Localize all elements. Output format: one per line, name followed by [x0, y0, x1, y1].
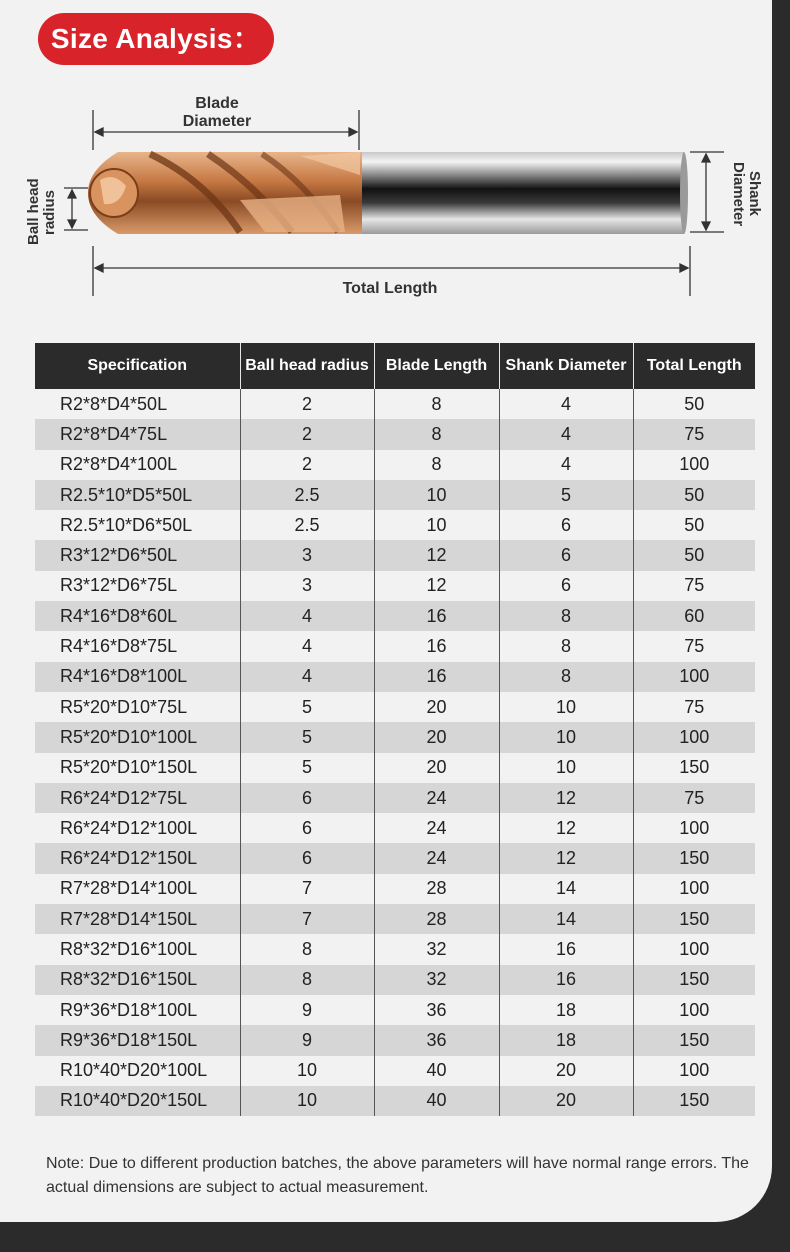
blade-length-cell: 10 [374, 510, 499, 540]
total-length-cell: 60 [633, 601, 755, 631]
header-total-length: Total Length [633, 343, 755, 389]
spec-cell: R4*16*D8*100L [35, 662, 240, 692]
shank-diameter-cell: 6 [499, 510, 633, 540]
spec-cell: R10*40*D20*150L [35, 1086, 240, 1116]
ball-radius-cell: 7 [240, 904, 374, 934]
total-length-cell: 100 [679, 817, 710, 838]
table-row [35, 419, 755, 449]
table-row [35, 510, 755, 540]
table-row [35, 601, 755, 631]
ball-radius-cell: 6 [240, 843, 374, 873]
table-row [35, 813, 755, 843]
blade-length-cell: 8 [374, 450, 499, 480]
spec-cell: R7*28*D14*150L [35, 904, 240, 934]
spec-cell: R2*8*D4*75L [35, 419, 240, 449]
total-length-cell: 150 [633, 1086, 755, 1116]
shank-diameter-cell: 16 [499, 965, 633, 995]
ball-radius-dimension [64, 188, 88, 230]
table-row [35, 874, 755, 904]
blade-length-cell: 16 [374, 662, 499, 692]
table-row [35, 904, 755, 934]
page-title: Size Analysis： [38, 13, 274, 65]
ball-radius-cell: 3 [240, 571, 374, 601]
blade-length-cell: 12 [374, 540, 499, 570]
total-length-cell: 150 [633, 843, 755, 873]
table-row [35, 1086, 755, 1116]
total-length-cell: 150 [679, 757, 710, 778]
blade-length-cell: 24 [374, 843, 499, 873]
table-row [35, 692, 755, 722]
ball-radius-cell: 2 [240, 450, 374, 480]
table-row [35, 995, 755, 1025]
spec-cell: R9*36*D18*150L [35, 1025, 240, 1055]
table-body [35, 389, 755, 1116]
ball-radius-cell: 10 [240, 1086, 374, 1116]
total-length-cell: 75 [684, 636, 705, 657]
ball-radius-cell: 2 [240, 419, 374, 449]
ball-head-radius-label: Ball head radius [25, 178, 58, 246]
spec-cell: R4*16*D8*75L [35, 631, 240, 661]
disclaimer-note: Note: Due to different production batches, the above parameters will have normal range errors. The actual dimensions are subject to actual measurement. [46, 1155, 749, 1196]
blade-length-cell: 20 [374, 722, 499, 752]
ball-radius-cell: 2.5 [240, 510, 374, 540]
shank-diameter-cell: 4 [499, 419, 633, 449]
table-row [35, 662, 755, 692]
shank-diameter-cell: 20 [499, 1086, 633, 1116]
shank-diameter-cell: 8 [499, 601, 633, 631]
ball-radius-cell: 3 [240, 540, 374, 570]
ball-radius-cell: 2 [240, 389, 374, 419]
total-length-cell: 75 [633, 419, 755, 449]
ball-radius-cell: 4 [240, 662, 374, 692]
spec-cell: R10*40*D20*100L [35, 1056, 240, 1086]
header-ball-head-radius: Ball head radius [240, 343, 374, 389]
blade-length-cell: 16 [374, 631, 499, 661]
spec-cell: R5*20*D10*150L [35, 753, 240, 783]
shank-diameter-cell: 6 [499, 571, 633, 601]
ball-radius-cell: 8 [240, 965, 374, 995]
blade-length-cell: 20 [374, 692, 499, 722]
shank-diameter-cell: 10 [499, 753, 633, 783]
blade-length-cell: 32 [374, 965, 499, 995]
shank-diameter-cell: 12 [499, 843, 633, 873]
total-length-cell: 100 [679, 454, 710, 475]
ball-radius-cell: 7 [240, 874, 374, 904]
blade-length-cell: 24 [374, 783, 499, 813]
table-row [35, 965, 755, 995]
blade-length-cell: 8 [374, 419, 499, 449]
table-row [35, 571, 755, 601]
ball-radius-cell: 9 [240, 1025, 374, 1055]
total-length-cell: 150 [633, 904, 755, 934]
shank-diameter-cell: 14 [499, 904, 633, 934]
ball-radius-cell: 4 [240, 631, 374, 661]
shank-diameter-dimension [690, 152, 724, 232]
spec-cell: R2*8*D4*100L [35, 450, 240, 480]
spec-cell: R2.5*10*D5*50L [35, 480, 240, 510]
table-header-row [35, 343, 755, 389]
total-length-cell: 75 [684, 575, 705, 596]
spec-cell: R2.5*10*D6*50L [35, 510, 240, 540]
spec-table [35, 343, 755, 1116]
spec-cell: R5*20*D10*75L [35, 692, 240, 722]
total-length-cell: 50 [684, 514, 705, 535]
header-specification: Specification [35, 343, 240, 389]
blade-length-cell: 20 [374, 753, 499, 783]
ball-radius-cell: 5 [240, 722, 374, 752]
blade-length-cell: 32 [374, 934, 499, 964]
total-length-cell: 100 [679, 999, 710, 1020]
table-row [35, 753, 755, 783]
spec-cell: R9*36*D18*100L [35, 995, 240, 1025]
ball-radius-cell: 8 [240, 934, 374, 964]
total-length-cell: 100 [679, 1060, 710, 1081]
header-shank-diameter: Shank Diameter [499, 343, 633, 389]
blade-length-cell: 10 [374, 480, 499, 510]
total-length-cell: 50 [633, 540, 755, 570]
shank-diameter-label: Shank Diameter [730, 161, 763, 227]
shank-diameter-cell: 4 [499, 389, 633, 419]
shank-diameter-cell: 12 [499, 813, 633, 843]
table-row [35, 783, 755, 813]
ball-radius-cell: 2.5 [240, 480, 374, 510]
spec-cell: R6*24*D12*75L [35, 783, 240, 813]
table-row [35, 389, 755, 419]
spec-cell: R6*24*D12*100L [35, 813, 240, 843]
ball-radius-cell: 9 [240, 995, 374, 1025]
ball-radius-cell: 6 [240, 813, 374, 843]
blade-diameter-label: Blade Diameter [182, 95, 252, 130]
blade-length-cell: 12 [374, 571, 499, 601]
blade-length-cell: 16 [374, 601, 499, 631]
ball-radius-cell: 6 [240, 783, 374, 813]
ball-radius-cell: 5 [240, 753, 374, 783]
blade-flutes [88, 152, 362, 234]
total-length-cell: 150 [633, 965, 755, 995]
shank-diameter-cell: 20 [499, 1056, 633, 1086]
spec-cell: R5*20*D10*100L [35, 722, 240, 752]
header-blade-length: Blade Length [374, 343, 499, 389]
spec-cell: R8*32*D16*150L [35, 965, 240, 995]
table-row [35, 934, 755, 964]
spec-cell: R6*24*D12*150L [35, 843, 240, 873]
shank-diameter-cell: 6 [499, 540, 633, 570]
blade-length-cell: 40 [374, 1056, 499, 1086]
total-length-cell: 100 [633, 662, 755, 692]
spec-cell: R3*12*D6*50L [35, 540, 240, 570]
blade-length-cell: 28 [374, 904, 499, 934]
shank-diameter-cell: 16 [499, 934, 633, 964]
blade-length-cell: 36 [374, 995, 499, 1025]
spec-cell: R4*16*D8*60L [35, 601, 240, 631]
spec-cell: R3*12*D6*75L [35, 571, 240, 601]
total-length-label: Total Length [342, 280, 438, 297]
total-length-cell: 100 [679, 878, 710, 899]
spec-cell: R7*28*D14*100L [35, 874, 240, 904]
shank-body [358, 152, 688, 234]
blade-length-cell: 40 [374, 1086, 499, 1116]
shank-diameter-cell: 5 [499, 480, 633, 510]
total-length-cell: 150 [633, 1025, 755, 1055]
ball-radius-cell: 4 [240, 601, 374, 631]
total-length-cell: 100 [633, 722, 755, 752]
shank-diameter-cell: 8 [499, 662, 633, 692]
ball-radius-cell: 10 [240, 1056, 374, 1086]
shank-diameter-cell: 18 [499, 995, 633, 1025]
total-length-cell: 50 [633, 480, 755, 510]
shank-diameter-cell: 4 [499, 450, 633, 480]
total-length-cell: 50 [684, 393, 705, 414]
table-row [35, 722, 755, 752]
blade-length-cell: 8 [374, 389, 499, 419]
total-length-cell: 100 [679, 938, 710, 959]
shank-diameter-cell: 14 [499, 874, 633, 904]
table-row [35, 631, 755, 661]
spec-cell: R8*32*D16*100L [35, 934, 240, 964]
table-row [35, 1025, 755, 1055]
total-length-cell: 75 [633, 783, 755, 813]
ball-radius-cell: 5 [240, 692, 374, 722]
table-row [35, 1056, 755, 1086]
spec-cell: R2*8*D4*50L [35, 389, 240, 419]
total-length-cell: 75 [684, 696, 705, 717]
blade-length-cell: 36 [374, 1025, 499, 1055]
table-row [35, 450, 755, 480]
table-row [35, 843, 755, 873]
blade-length-cell: 24 [374, 813, 499, 843]
shank-diameter-cell: 12 [499, 783, 633, 813]
shank-diameter-cell: 10 [499, 722, 633, 752]
table-row [35, 540, 755, 570]
blade-length-cell: 28 [374, 874, 499, 904]
shank-diameter-cell: 10 [499, 692, 633, 722]
shank-diameter-cell: 8 [499, 631, 633, 661]
table-row [35, 480, 755, 510]
shank-diameter-cell: 18 [499, 1025, 633, 1055]
